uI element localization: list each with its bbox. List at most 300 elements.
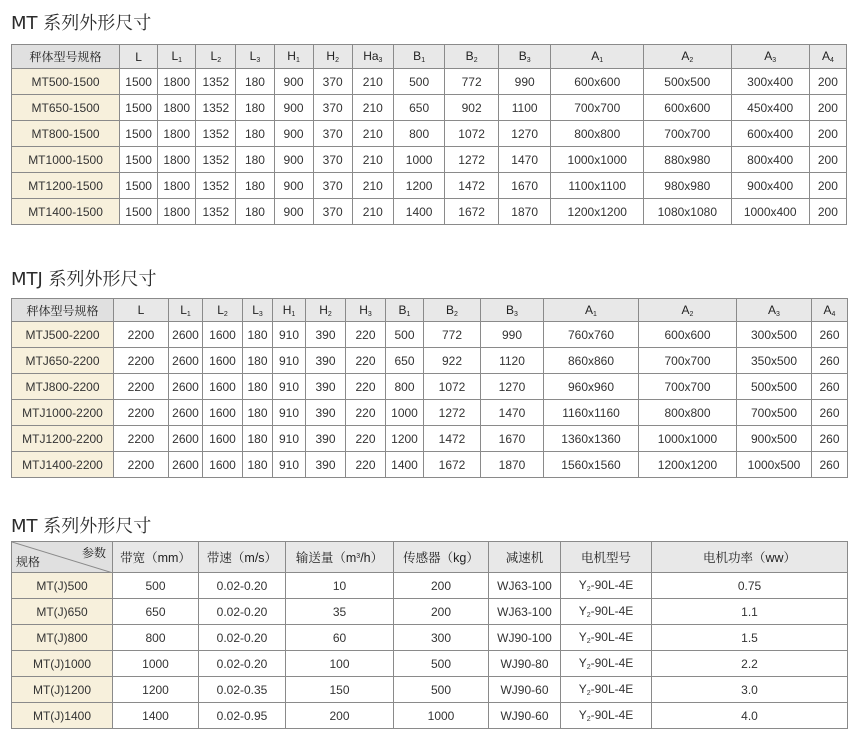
motor-model-part: 2 — [586, 612, 591, 619]
motor-model-part: Y — [578, 630, 587, 644]
value-cell: 260 — [812, 374, 848, 400]
value-cell: 1400 — [386, 452, 424, 478]
value-cell: 910 — [273, 452, 306, 478]
value-cell: 900 — [274, 147, 313, 173]
column-header-subscript: 1 — [291, 310, 296, 318]
column-header — [812, 299, 848, 322]
column-header-subscript: 3 — [367, 310, 372, 318]
model-cell: MTJ500-2200 — [12, 322, 114, 348]
column-header-subscript: 3 — [776, 310, 780, 318]
value-cell: 900x500 — [737, 426, 812, 452]
column-header-label: B — [446, 302, 455, 317]
value-cell: 1800 — [158, 69, 196, 95]
value-cell: 902 — [445, 95, 499, 121]
value-cell: 650 — [386, 348, 424, 374]
column-header-label: B — [398, 302, 407, 317]
table-row — [12, 599, 848, 625]
motor-model-part: -90L-4E — [590, 604, 634, 618]
table-row — [12, 348, 848, 374]
column-header-subscript: 3 — [258, 310, 263, 318]
column-header — [114, 299, 169, 322]
value-cell: 370 — [313, 95, 352, 121]
model-cell: MTJ1400-2200 — [12, 452, 114, 478]
column-header — [394, 542, 489, 573]
value-cell: 1500 — [120, 69, 158, 95]
table-row — [12, 121, 847, 147]
value-cell: 1100 — [498, 95, 551, 121]
speed-cell: 0.02-0.95 — [199, 703, 286, 729]
column-header — [346, 299, 386, 322]
value-cell: 1672 — [445, 199, 499, 225]
value-cell: 390 — [306, 322, 346, 348]
value-cell: 260 — [812, 452, 848, 478]
column-header-label: B — [465, 49, 474, 63]
column-header — [199, 542, 286, 573]
model-cell: MT(J)1200 — [12, 677, 113, 703]
width-cell: 650 — [113, 599, 199, 625]
value-cell: 900 — [274, 69, 313, 95]
table-row — [12, 573, 848, 599]
value-cell: 2600 — [169, 426, 203, 452]
value-cell: 1360x1360 — [544, 426, 639, 452]
value-cell: 1800 — [158, 95, 196, 121]
column-header-label: B — [413, 49, 422, 63]
value-cell: 1800 — [158, 147, 196, 173]
column-header-suffix: /h） — [360, 551, 384, 565]
value-cell: 900 — [274, 199, 313, 225]
value-cell: 210 — [352, 95, 393, 121]
value-cell: 220 — [346, 452, 386, 478]
value-cell: 760x760 — [544, 322, 639, 348]
value-cell: 1600 — [203, 452, 243, 478]
value-cell: 220 — [346, 348, 386, 374]
model-cell: MTJ650-2200 — [12, 348, 114, 374]
corner-header-cell — [12, 542, 113, 573]
column-header — [203, 299, 243, 322]
column-header-subscript: 1 — [178, 57, 183, 64]
column-header — [286, 542, 394, 573]
value-cell: 500 — [393, 69, 444, 95]
flow-cell: 150 — [286, 677, 394, 703]
column-header-superscript: 3 — [356, 553, 361, 560]
value-cell: 1200x1200 — [639, 452, 737, 478]
value-cell: 700x700 — [551, 95, 644, 121]
value-cell: 390 — [306, 426, 346, 452]
corner-label-params: 参数 — [81, 546, 106, 560]
value-cell: 1870 — [481, 452, 544, 478]
value-cell: 1670 — [481, 426, 544, 452]
width-cell: 1200 — [113, 677, 199, 703]
value-cell: 1072 — [445, 121, 499, 147]
value-cell: 1870 — [498, 199, 551, 225]
model-cell: MTJ800-2200 — [12, 374, 114, 400]
speed-cell: 0.02-0.20 — [199, 651, 286, 677]
column-header-subscript: 3 — [526, 57, 531, 64]
value-cell: 1352 — [196, 173, 236, 199]
value-cell: 1000x400 — [731, 199, 809, 225]
table-row — [12, 400, 848, 426]
value-cell: 200 — [809, 69, 846, 95]
column-header-label: L — [135, 49, 142, 64]
value-cell: 220 — [346, 374, 386, 400]
value-cell: 1472 — [445, 173, 499, 199]
value-cell: 1670 — [498, 173, 551, 199]
model-cell: MTJ1200-2200 — [12, 426, 114, 452]
column-header-label: H — [287, 49, 296, 63]
value-cell: 990 — [481, 322, 544, 348]
value-cell: 1120 — [481, 348, 544, 374]
section-title-mt-dimensions: MT 系列外形尺寸 — [11, 13, 152, 34]
column-header-subscript: 1 — [421, 57, 426, 64]
value-cell: 700x700 — [639, 348, 737, 374]
column-header-subscript: 2 — [217, 57, 222, 64]
power-cell: 4.0 — [652, 703, 848, 729]
sensor-cell: 1000 — [394, 703, 489, 729]
value-cell: 922 — [424, 348, 481, 374]
flow-cell: 35 — [286, 599, 394, 625]
value-cell: 260 — [812, 426, 848, 452]
column-header-label: 秤体型号规格 — [29, 50, 102, 64]
column-header-label: A — [821, 49, 830, 63]
column-header — [158, 45, 196, 69]
value-cell: 1272 — [445, 147, 499, 173]
value-cell: 1080x1080 — [644, 199, 732, 225]
value-cell: 210 — [352, 199, 393, 225]
column-header — [120, 45, 158, 69]
value-cell: 2200 — [114, 426, 169, 452]
column-header — [306, 299, 346, 322]
column-header — [498, 45, 551, 69]
model-cell: MT1400-1500 — [12, 199, 120, 225]
speed-cell: 0.02-0.20 — [199, 625, 286, 651]
value-cell: 1500 — [120, 147, 158, 173]
model-cell: MT1000-1500 — [12, 147, 120, 173]
width-cell: 1400 — [113, 703, 199, 729]
model-cell: MT(J)650 — [12, 599, 113, 625]
motor-cell — [561, 703, 652, 729]
table-row — [12, 426, 848, 452]
column-header-subscript: 1 — [599, 57, 604, 64]
value-cell: 300x500 — [737, 322, 812, 348]
value-cell: 2200 — [114, 400, 169, 426]
value-cell: 500x500 — [737, 374, 812, 400]
column-header-label: L — [252, 302, 259, 317]
value-cell: 1270 — [498, 121, 551, 147]
value-cell: 1160x1160 — [544, 400, 639, 426]
motor-model-part: Y — [578, 578, 587, 592]
value-cell: 800 — [393, 121, 444, 147]
column-header-label: A — [585, 302, 594, 317]
column-header — [274, 45, 313, 69]
value-cell: 1000x1000 — [551, 147, 644, 173]
column-header — [236, 45, 274, 69]
power-cell: 2.2 — [652, 651, 848, 677]
table-row — [12, 147, 847, 173]
motor-cell — [561, 573, 652, 599]
value-cell: 1560x1560 — [544, 452, 639, 478]
column-header-subscript: 3 — [378, 57, 383, 64]
value-cell: 1000 — [386, 400, 424, 426]
value-cell: 910 — [273, 426, 306, 452]
value-cell: 210 — [352, 173, 393, 199]
reducer-cell: WJ63-100 — [489, 573, 561, 599]
column-header-label: A — [823, 302, 832, 317]
reducer-cell: WJ90-60 — [489, 703, 561, 729]
power-cell: 1.5 — [652, 625, 848, 651]
table-row — [12, 677, 848, 703]
column-header — [196, 45, 236, 69]
column-header-label: B — [518, 49, 527, 63]
value-cell: 1600 — [203, 322, 243, 348]
column-header-label: L — [171, 49, 179, 63]
value-cell: 180 — [243, 374, 273, 400]
column-header — [393, 45, 444, 69]
column-header-label: L — [217, 302, 224, 317]
value-cell: 370 — [313, 147, 352, 173]
value-cell: 800x400 — [731, 147, 809, 173]
value-cell: 390 — [306, 348, 346, 374]
value-cell: 1352 — [196, 69, 236, 95]
parameters-table — [11, 541, 848, 729]
motor-cell — [561, 625, 652, 651]
value-cell: 1500 — [120, 199, 158, 225]
column-header — [561, 542, 652, 573]
table-row — [12, 322, 848, 348]
column-header-label: 秤体型号规格 — [26, 303, 99, 318]
value-cell: 1500 — [120, 121, 158, 147]
column-header-label: L — [210, 49, 218, 63]
flow-cell: 10 — [286, 573, 394, 599]
value-cell: 1352 — [196, 199, 236, 225]
value-cell: 1200 — [386, 426, 424, 452]
value-cell: 180 — [236, 95, 274, 121]
table-row — [12, 651, 848, 677]
value-cell: 600x600 — [644, 95, 732, 121]
value-cell: 180 — [243, 426, 273, 452]
value-cell: 390 — [306, 400, 346, 426]
sensor-cell: 500 — [394, 651, 489, 677]
column-header-label: B — [506, 302, 515, 317]
value-cell: 700x700 — [644, 121, 732, 147]
motor-model-part: -90L-4E — [590, 708, 634, 722]
value-cell: 200 — [809, 173, 846, 199]
value-cell: 1470 — [481, 400, 544, 426]
value-cell: 300x400 — [731, 69, 809, 95]
value-cell: 600x600 — [551, 69, 644, 95]
width-cell: 500 — [113, 573, 199, 599]
column-header-subscript: 4 — [831, 310, 836, 318]
column-header — [313, 45, 352, 69]
column-header-label: A — [764, 49, 773, 63]
value-cell: 220 — [346, 322, 386, 348]
table-row — [12, 95, 847, 121]
value-cell: 700x500 — [737, 400, 812, 426]
column-header — [639, 299, 737, 322]
value-cell: 2200 — [114, 374, 169, 400]
value-cell: 1352 — [196, 121, 236, 147]
mt-dimensions-table — [11, 44, 847, 225]
column-header-subscript: 1 — [295, 57, 300, 64]
value-cell: 910 — [273, 400, 306, 426]
reducer-cell: WJ90-100 — [489, 625, 561, 651]
value-cell: 600x400 — [731, 121, 809, 147]
value-cell: 2600 — [169, 322, 203, 348]
column-header-label: 减速机 — [505, 551, 544, 565]
reducer-cell: WJ63-100 — [489, 599, 561, 625]
motor-model-part: 2 — [586, 638, 591, 645]
value-cell: 210 — [352, 121, 393, 147]
table-row — [12, 69, 847, 95]
motor-model-part: 2 — [586, 586, 591, 593]
value-cell: 1600 — [203, 400, 243, 426]
value-cell: 990 — [498, 69, 551, 95]
value-cell: 180 — [243, 322, 273, 348]
motor-model-part: Y — [578, 682, 587, 696]
column-header-subscript: 2 — [335, 57, 339, 64]
value-cell: 900 — [274, 95, 313, 121]
value-cell: 180 — [236, 69, 274, 95]
value-cell: 1500 — [120, 173, 158, 199]
column-header — [386, 299, 424, 322]
value-cell: 200 — [809, 121, 846, 147]
column-header-label: 带宽（mm） — [120, 551, 191, 565]
speed-cell: 0.02-0.20 — [199, 573, 286, 599]
value-cell: 880x980 — [644, 147, 732, 173]
value-cell: 1800 — [158, 121, 196, 147]
column-header-subscript: 2 — [689, 57, 694, 64]
column-header-label: 输送量（m — [295, 551, 357, 565]
value-cell: 1000 — [393, 147, 444, 173]
motor-model-part: 2 — [586, 664, 591, 671]
column-header-subscript: 2 — [689, 310, 694, 318]
column-header-subscript: 3 — [256, 57, 261, 64]
column-header — [12, 45, 120, 69]
value-cell: 370 — [313, 69, 352, 95]
value-cell: 2600 — [169, 374, 203, 400]
power-cell: 0.75 — [652, 573, 848, 599]
value-cell: 180 — [243, 400, 273, 426]
corner-label-spec: 规格 — [16, 555, 41, 569]
reducer-cell: WJ90-60 — [489, 677, 561, 703]
width-cell: 800 — [113, 625, 199, 651]
value-cell: 450x400 — [731, 95, 809, 121]
column-header-label: 电机型号 — [580, 551, 631, 565]
column-header-label: 传感器（kg） — [403, 551, 479, 565]
value-cell: 370 — [313, 199, 352, 225]
value-cell: 1600 — [203, 426, 243, 452]
value-cell: 910 — [273, 374, 306, 400]
motor-model-part: -90L-4E — [590, 656, 634, 670]
model-cell: MTJ1000-2200 — [12, 400, 114, 426]
power-cell: 3.0 — [652, 677, 848, 703]
model-cell: MT500-1500 — [12, 69, 120, 95]
value-cell: 1352 — [196, 147, 236, 173]
column-header-label: L — [137, 303, 145, 317]
column-header — [809, 45, 846, 69]
value-cell: 260 — [812, 322, 848, 348]
value-cell: 1100x1100 — [551, 173, 644, 199]
value-cell: 1200x1200 — [551, 199, 644, 225]
column-header — [481, 299, 544, 322]
column-header-subscript: 2 — [454, 310, 458, 318]
model-cell: MT1200-1500 — [12, 173, 120, 199]
value-cell: 180 — [243, 452, 273, 478]
value-cell: 1200 — [393, 173, 444, 199]
value-cell: 700x700 — [639, 374, 737, 400]
value-cell: 800x800 — [639, 400, 737, 426]
column-header-subscript: 2 — [473, 57, 478, 64]
value-cell: 260 — [812, 348, 848, 374]
column-header-subscript: 4 — [829, 57, 834, 64]
motor-model-part: Y — [578, 708, 587, 722]
value-cell: 1672 — [424, 452, 481, 478]
motor-model-part: 2 — [586, 690, 591, 697]
column-header-label: A — [681, 302, 690, 317]
value-cell: 1470 — [498, 147, 551, 173]
value-cell: 1600 — [203, 348, 243, 374]
value-cell: 2200 — [114, 322, 169, 348]
column-header-label: A — [768, 302, 777, 317]
model-cell: MT(J)1000 — [12, 651, 113, 677]
motor-model-part: -90L-4E — [590, 630, 634, 644]
table-row — [12, 199, 847, 225]
value-cell: 1600 — [203, 374, 243, 400]
table-row — [12, 703, 848, 729]
column-header — [243, 299, 273, 322]
value-cell: 1272 — [424, 400, 481, 426]
motor-cell — [561, 651, 652, 677]
value-cell: 200 — [809, 147, 846, 173]
column-header-subscript: 1 — [186, 310, 191, 318]
value-cell: 900 — [274, 121, 313, 147]
column-header-label: 带速（m/s） — [206, 551, 278, 565]
value-cell: 370 — [313, 121, 352, 147]
value-cell: 200 — [809, 199, 846, 225]
value-cell: 980x980 — [644, 173, 732, 199]
value-cell: 390 — [306, 374, 346, 400]
column-header-label: Ha — [363, 49, 379, 63]
value-cell: 210 — [352, 69, 393, 95]
sensor-cell: 200 — [394, 599, 489, 625]
value-cell: 650 — [393, 95, 444, 121]
motor-cell — [561, 599, 652, 625]
value-cell: 600x600 — [639, 322, 737, 348]
model-cell: MT(J)1400 — [12, 703, 113, 729]
value-cell: 2200 — [114, 452, 169, 478]
table-row — [12, 173, 847, 199]
model-cell: MT650-1500 — [12, 95, 120, 121]
value-cell: 390 — [306, 452, 346, 478]
value-cell: 1000x500 — [737, 452, 812, 478]
column-header — [445, 45, 499, 69]
flow-cell: 60 — [286, 625, 394, 651]
value-cell: 1400 — [393, 199, 444, 225]
flow-cell: 100 — [286, 651, 394, 677]
value-cell: 960x960 — [544, 374, 639, 400]
value-cell: 180 — [236, 147, 274, 173]
column-header-subscript: 2 — [327, 310, 332, 318]
value-cell: 860x860 — [544, 348, 639, 374]
sensor-cell: 200 — [394, 573, 489, 599]
value-cell: 180 — [236, 173, 274, 199]
value-cell: 350x500 — [737, 348, 812, 374]
motor-model-part: -90L-4E — [590, 682, 634, 696]
column-header-label: A — [681, 49, 690, 63]
value-cell: 1270 — [481, 374, 544, 400]
value-cell: 1072 — [424, 374, 481, 400]
value-cell: 2600 — [169, 348, 203, 374]
column-header — [273, 299, 306, 322]
